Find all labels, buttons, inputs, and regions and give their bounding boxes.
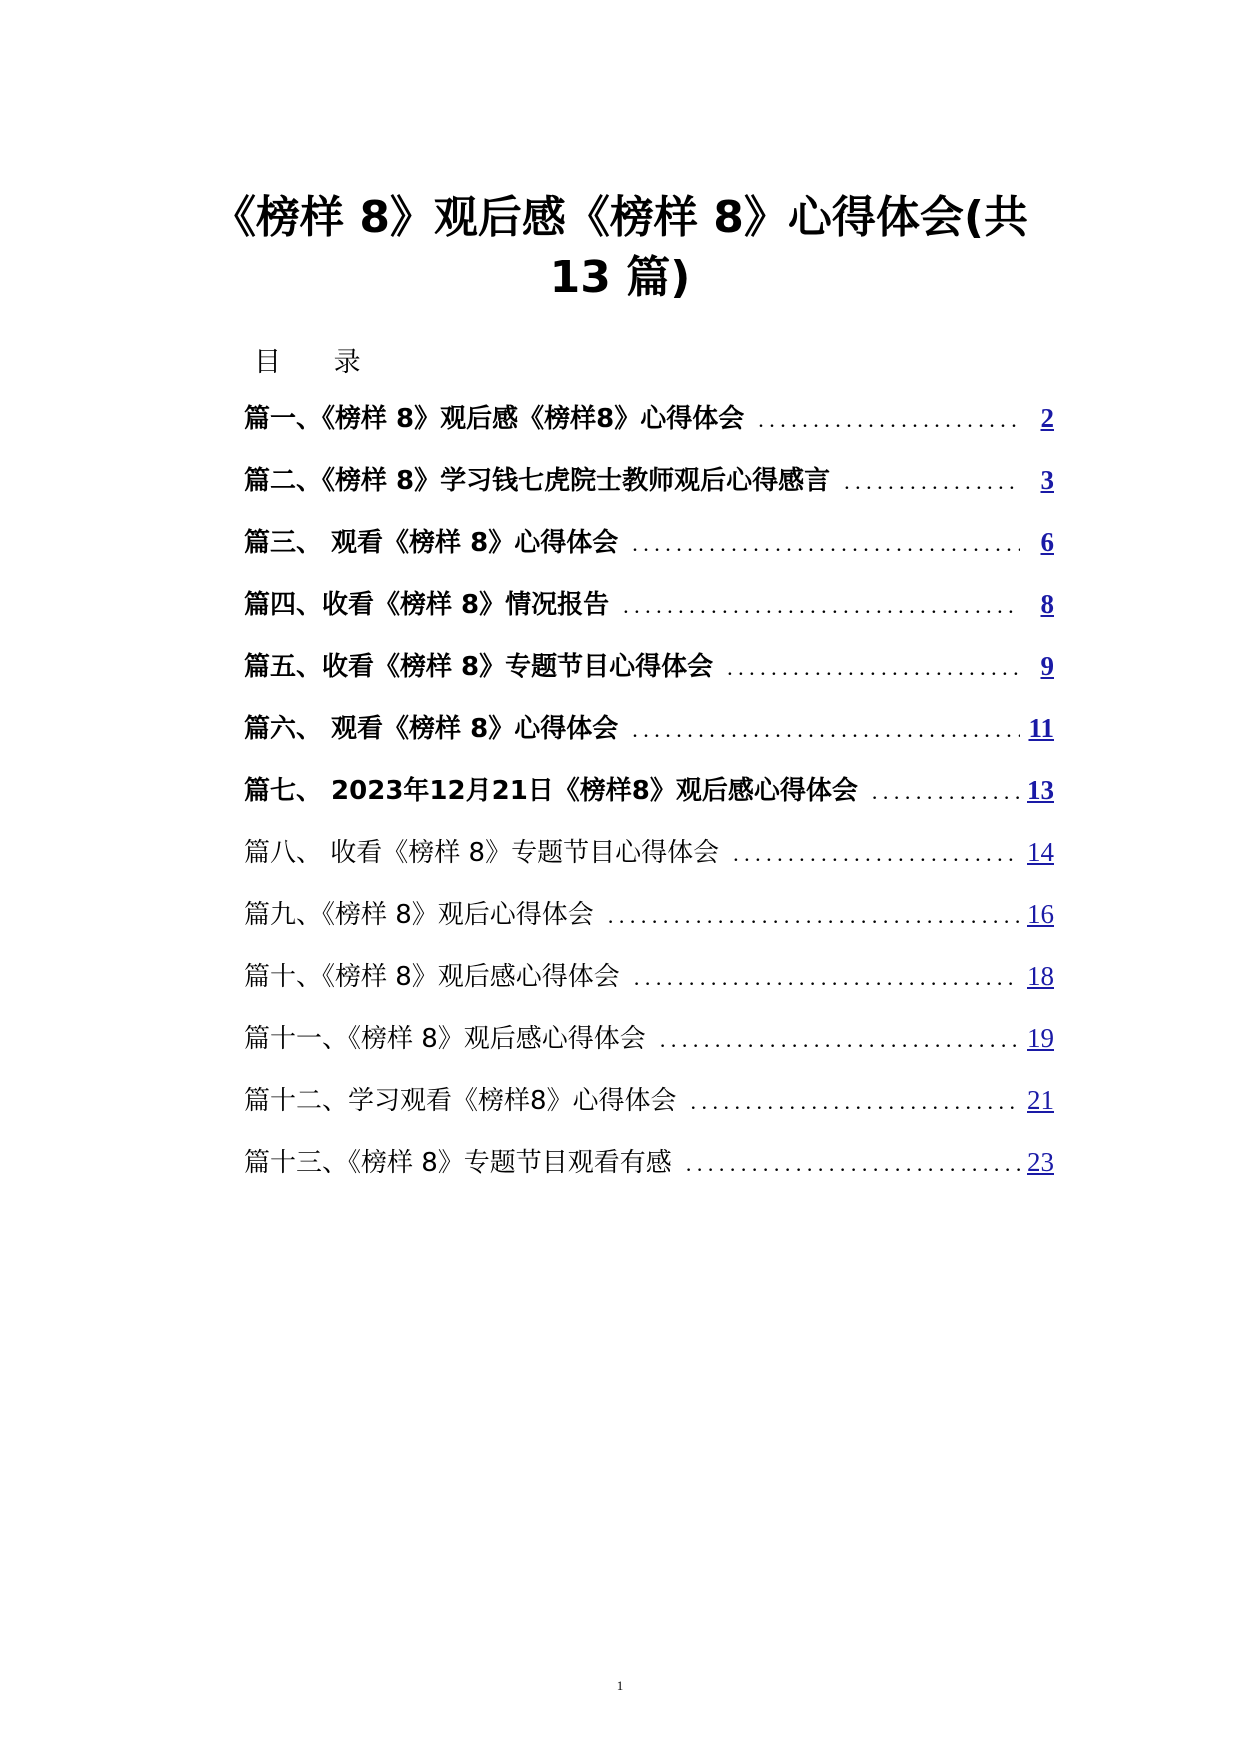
toc-page-link[interactable]: 3 <box>1040 465 1054 495</box>
toc-entry[interactable] <box>244 1080 1054 1116</box>
toc-page-link[interactable]: 21 <box>1027 1085 1054 1115</box>
toc-dot-leader <box>691 1089 1020 1115</box>
document-title-line-1: 《榜样 8》观后感《榜样 8》心得体会(共 <box>212 192 1028 243</box>
toc-page-link[interactable]: 18 <box>1027 961 1054 991</box>
toc-dot-leader <box>733 841 1020 867</box>
toc-dot-leader <box>758 407 1020 433</box>
toc-entry[interactable] <box>244 956 1054 992</box>
toc-entry[interactable] <box>244 522 1054 558</box>
toc-entry[interactable] <box>244 894 1054 930</box>
toc-entry-label[interactable]: 篇一、《榜样 8》观后感《榜样8》心得体会 <box>244 404 745 434</box>
toc-page-link[interactable]: 2 <box>1040 403 1054 433</box>
toc-page-link[interactable]: 19 <box>1027 1023 1054 1053</box>
toc-entry[interactable] <box>244 1018 1054 1054</box>
toc-dot-leader <box>634 965 1020 991</box>
toc-dot-leader <box>632 531 1020 557</box>
toc-entry[interactable] <box>244 460 1054 496</box>
table-of-contents <box>244 398 1054 1204</box>
page-number: 1 <box>616 1678 624 1693</box>
toc-page-link[interactable]: 9 <box>1040 651 1054 681</box>
toc-entry-label[interactable]: 篇五、收看《榜样 8》专题节目心得体会 <box>244 652 714 682</box>
document-title <box>150 188 1090 308</box>
toc-heading: 目 录 <box>254 347 383 378</box>
toc-page-link[interactable]: 8 <box>1040 589 1054 619</box>
toc-dot-leader <box>844 469 1020 495</box>
toc-entry-label[interactable]: 篇三、 观看《榜样 8》心得体会 <box>244 528 619 558</box>
toc-page-link[interactable]: 11 <box>1028 713 1054 743</box>
document-title-line-2: 13 篇) <box>549 252 691 303</box>
toc-page-link[interactable]: 16 <box>1027 899 1054 929</box>
toc-dot-leader <box>632 717 1020 743</box>
toc-dot-leader <box>686 1151 1020 1177</box>
toc-page-link[interactable]: 14 <box>1027 837 1054 867</box>
toc-entry[interactable] <box>244 708 1054 744</box>
toc-entry-label[interactable]: 篇九、《榜样 8》观后心得体会 <box>244 900 594 930</box>
toc-dot-leader <box>608 903 1020 929</box>
toc-entry-label[interactable]: 篇六、 观看《榜样 8》心得体会 <box>244 714 619 744</box>
toc-page-link[interactable]: 13 <box>1027 775 1054 805</box>
toc-dot-leader <box>623 593 1020 619</box>
toc-page-link[interactable]: 6 <box>1040 527 1054 557</box>
toc-dot-leader <box>872 779 1020 805</box>
toc-dot-leader <box>727 655 1020 681</box>
toc-entry[interactable] <box>244 398 1054 434</box>
toc-entry-label[interactable]: 篇七、 2023年12月21日《榜样8》观后感心得体会 <box>244 776 858 806</box>
toc-entry[interactable] <box>244 646 1054 682</box>
toc-entry-label[interactable]: 篇十二、学习观看《榜样8》心得体会 <box>244 1086 677 1116</box>
toc-entry[interactable] <box>244 584 1054 620</box>
toc-entry-label[interactable]: 篇十一、《榜样 8》观后感心得体会 <box>244 1024 646 1054</box>
toc-page-link[interactable]: 23 <box>1027 1147 1054 1177</box>
toc-entry[interactable] <box>244 832 1054 868</box>
toc-entry-label[interactable]: 篇二、《榜样 8》学习钱七虎院士教师观后心得感言 <box>244 466 831 496</box>
toc-entry-label[interactable]: 篇四、收看《榜样 8》情况报告 <box>244 590 610 620</box>
toc-entry[interactable] <box>244 1142 1054 1178</box>
toc-entry[interactable] <box>244 770 1054 806</box>
toc-entry-label[interactable]: 篇十三、《榜样 8》专题节目观看有感 <box>244 1148 672 1178</box>
toc-entry-label[interactable]: 篇十、《榜样 8》观后感心得体会 <box>244 962 620 992</box>
toc-entry-label[interactable]: 篇八、 收看《榜样 8》专题节目心得体会 <box>244 838 720 868</box>
toc-dot-leader <box>660 1027 1020 1053</box>
